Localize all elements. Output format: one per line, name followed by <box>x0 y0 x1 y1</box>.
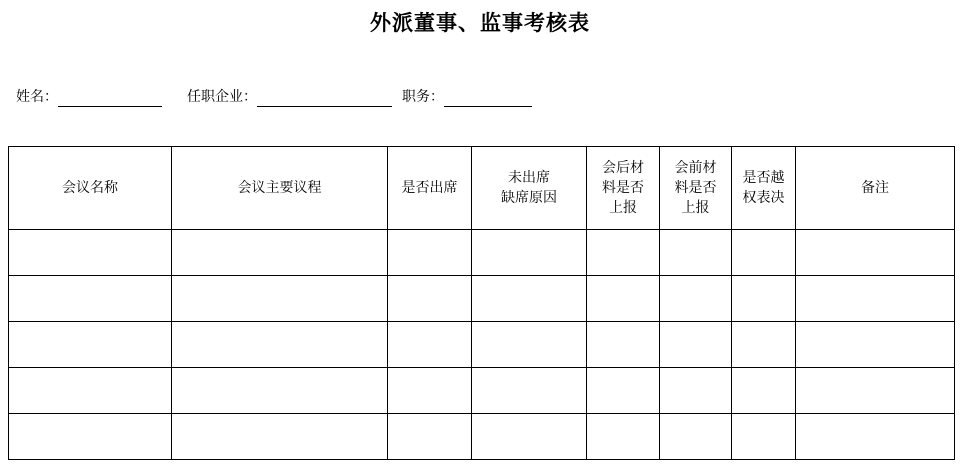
table-row <box>9 276 955 322</box>
table-cell[interactable] <box>587 230 660 276</box>
table-cell[interactable] <box>796 414 955 460</box>
table-cell[interactable] <box>587 322 660 368</box>
table-cell[interactable] <box>172 322 388 368</box>
table-cell[interactable] <box>796 368 955 414</box>
table-row <box>9 230 955 276</box>
table-cell[interactable] <box>472 230 587 276</box>
table-cell[interactable] <box>9 322 172 368</box>
company-label: 任职企业： <box>187 89 257 105</box>
table-cell[interactable] <box>172 368 388 414</box>
table-cell[interactable] <box>732 276 796 322</box>
table-cell[interactable] <box>732 414 796 460</box>
table-cell[interactable] <box>660 414 732 460</box>
table-cell[interactable] <box>9 414 172 460</box>
table-cell[interactable] <box>472 368 587 414</box>
name-blank-field[interactable] <box>58 89 162 107</box>
table-cell[interactable] <box>660 322 732 368</box>
header-post-meeting-material: 会后材 料是否 上报 <box>587 147 660 230</box>
table-row <box>9 368 955 414</box>
table-cell[interactable] <box>796 276 955 322</box>
header-remarks: 备注 <box>796 147 955 230</box>
page-title: 外派董事、监事考核表 <box>370 11 590 35</box>
name-label: 姓名： <box>16 89 58 105</box>
table-cell[interactable] <box>172 414 388 460</box>
table-cell[interactable] <box>660 276 732 322</box>
table-cell[interactable] <box>587 276 660 322</box>
table-header-row <box>9 147 955 230</box>
position-label: 职务： <box>402 89 444 105</box>
table-cell[interactable] <box>9 368 172 414</box>
header-attended: 是否出席 <box>388 147 472 230</box>
header-meeting-name: 会议名称 <box>9 147 172 230</box>
table-cell[interactable] <box>472 276 587 322</box>
assessment-table <box>8 146 955 460</box>
table-cell[interactable] <box>660 230 732 276</box>
table-cell[interactable] <box>732 322 796 368</box>
company-blank-field[interactable] <box>257 89 392 107</box>
position-blank-field[interactable] <box>444 89 532 107</box>
header-pre-meeting-material: 会前材 料是否 上报 <box>660 147 732 230</box>
info-line <box>16 85 532 107</box>
table-cell[interactable] <box>388 322 472 368</box>
table-cell[interactable] <box>388 368 472 414</box>
table-cell[interactable] <box>796 230 955 276</box>
table-row <box>9 414 955 460</box>
table-cell[interactable] <box>472 322 587 368</box>
table-cell[interactable] <box>732 230 796 276</box>
table-cell[interactable] <box>9 230 172 276</box>
table-row <box>9 322 955 368</box>
table-cell[interactable] <box>9 276 172 322</box>
table-cell[interactable] <box>388 230 472 276</box>
header-overstep-authority: 是否越 权表决 <box>732 147 796 230</box>
table-cell[interactable] <box>732 368 796 414</box>
header-absence-reason: 未出席 缺席原因 <box>472 147 587 230</box>
table-cell[interactable] <box>587 368 660 414</box>
table-cell[interactable] <box>172 230 388 276</box>
table-cell[interactable] <box>587 414 660 460</box>
table-cell[interactable] <box>472 414 587 460</box>
table-cell[interactable] <box>388 414 472 460</box>
table-cell[interactable] <box>660 368 732 414</box>
table-cell[interactable] <box>388 276 472 322</box>
table-cell[interactable] <box>796 322 955 368</box>
table-cell[interactable] <box>172 276 388 322</box>
header-meeting-agenda: 会议主要议程 <box>172 147 388 230</box>
